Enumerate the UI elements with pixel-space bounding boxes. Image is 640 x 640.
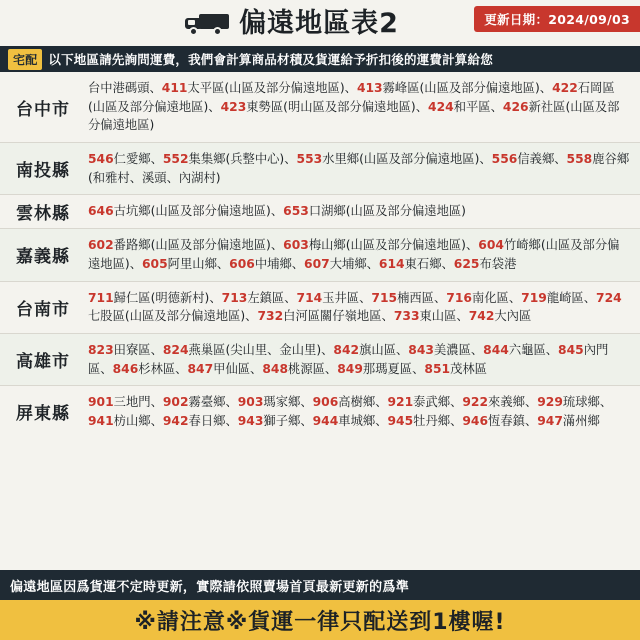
region-areas-text: 901三地門、902霧臺鄉、903瑪家鄉、906高樹鄉、921泰武鄉、922來義鄉、929琉球鄉、941枋山鄉、942春日鄉、943獅子鄉、944車城鄉、945牡丹鄉、946恆春鎮、947滿州鄉 (88, 395, 613, 428)
title-group (185, 7, 399, 39)
delivery-truck-icon (185, 10, 231, 36)
page-header (0, 0, 640, 46)
region-areas (86, 386, 640, 437)
table-row (0, 334, 640, 386)
region-areas-text: 823田寮區、824燕巢區(尖山里、金山里)、842旗山區、843美濃區、844六龜區、845內門區、846杉林區、847甲仙區、848桃源區、849那瑪夏區、851茂林區 (88, 342, 609, 376)
table-row (0, 195, 640, 229)
region-name: 南投縣 (16, 161, 70, 182)
region-name: 高雄市 (16, 352, 70, 373)
region-areas (86, 195, 640, 228)
footer-note: 偏遠地區因爲貨運不定時更新，實際請依照賣場首頁最新更新的爲準 (0, 570, 640, 600)
update-date-badge: 更新日期：2024/09/03 (474, 6, 640, 32)
region-table (0, 72, 640, 570)
region-areas (86, 229, 640, 280)
region-areas (86, 334, 640, 385)
region-name: 台中市 (16, 99, 70, 120)
region-name: 台南市 (16, 299, 70, 320)
shipping-notice-text: 以下地區請先詢問運費，我們會計算商品材積及貨運給予折扣後的運費計算給您 (48, 52, 493, 67)
region-areas (86, 282, 640, 333)
region-areas-text: 602番路鄉(山區及部分偏遠地區)、603梅山鄉(山區及部分偏遠地區)、604竹崎鄉(山區及部分偏遠地區)、605阿里山鄉、606中埔鄉、607大埔鄉、614東石鄉、625布袋港 (88, 238, 620, 271)
region-areas-text: 646古坑鄉(山區及部分偏遠地區)、653口湖鄉(山區及部分偏遠地區) (88, 204, 466, 219)
table-row (0, 386, 640, 437)
region-areas-text: 台中港碼頭、411太平區(山區及部分偏遠地區)、413霧峰區(山區及部分偏遠地區)、422石岡區(山區及部分偏遠地區)、423東勢區(明山區及部分偏遠地區)、424和平區、426新社區(山區及部分偏遠地區) (88, 81, 620, 133)
region-areas-text: 546仁愛鄉、552集集鄉(兵整中心)、553水里鄉(山區及部分偏遠地區)、556信義鄉、558鹿谷鄉(和雅村、溪頭、內湖村) (88, 152, 630, 185)
page-title: 偏遠地區表2 (239, 7, 399, 39)
table-row (0, 143, 640, 195)
table-row (0, 229, 640, 281)
region-areas (86, 143, 640, 194)
region-areas-text: 711歸仁區(明德新村)、713左鎮區、714玉井區、715楠西區、716南化區、719龍崎區、724七股區(山區及部分偏遠地區)、732白河區關仔嶺地區、733東山區、742大內區 (88, 290, 622, 324)
shipping-notice-bar (0, 46, 640, 72)
footer-alert: ※請注意※貨運一律只配送到1樓喔! (0, 600, 640, 640)
region-name: 屏東縣 (16, 404, 70, 425)
table-row (0, 72, 640, 143)
table-row (0, 282, 640, 334)
home-delivery-tag: 宅配 (8, 49, 42, 70)
region-areas (86, 72, 640, 142)
region-name: 雲林縣 (16, 204, 70, 225)
region-name: 嘉義縣 (16, 247, 70, 268)
